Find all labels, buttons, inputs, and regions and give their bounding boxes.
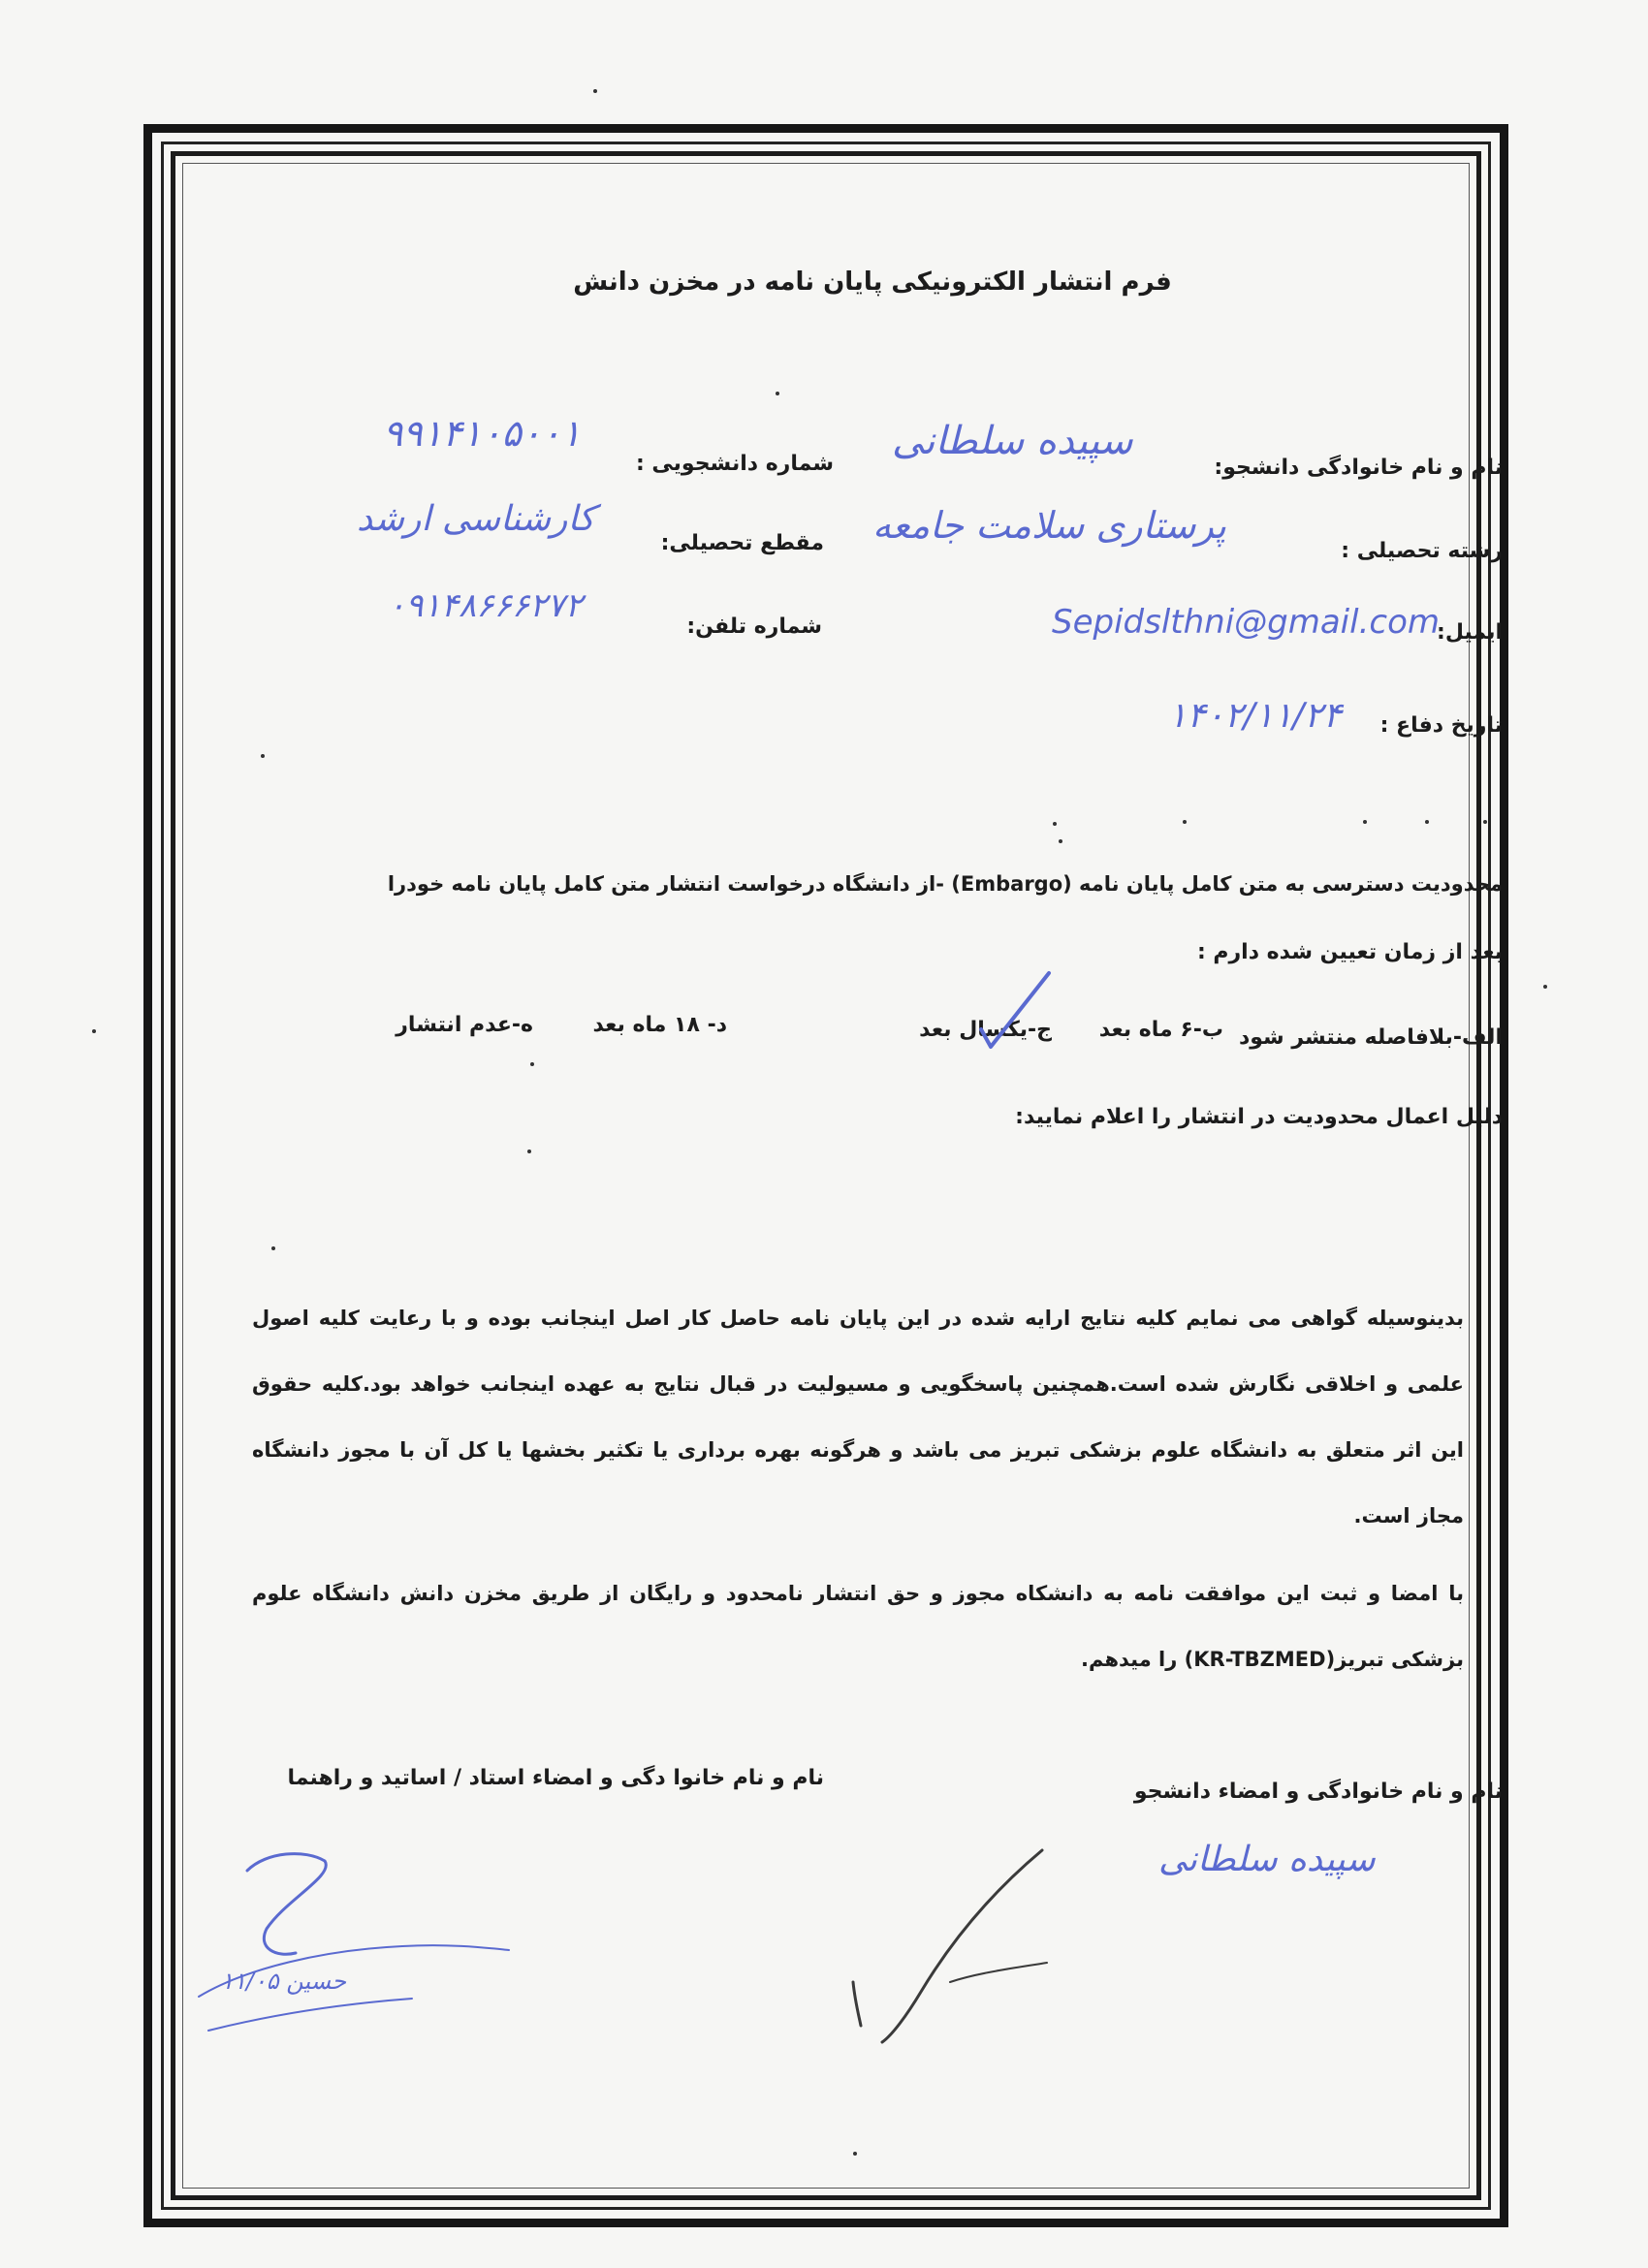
scan-dot	[853, 2152, 857, 2156]
embargo-option-a: الف-بلافاصله منتشر شود	[1238, 1025, 1503, 1050]
scan-dot	[1183, 820, 1187, 824]
student-signature-label: نام و نام خانوادگی و امضاء دانشجو	[1133, 1780, 1503, 1804]
scan-dot	[261, 754, 265, 758]
scan-dot	[530, 1062, 534, 1066]
embargo-option-e: ه-عدم انتشار	[396, 1013, 533, 1037]
checkmark-icon	[977, 969, 1055, 1056]
advisor-signed-name: حسین ۱۱/۰۵	[221, 1968, 347, 1995]
embargo-option-c: ج-یکسال بعد	[919, 1018, 1052, 1042]
scan-dot	[527, 1150, 531, 1153]
scan-dot	[1483, 820, 1487, 824]
phone-label: شماره تلفن:	[686, 614, 822, 639]
degree-value: کارشناسی ارشد	[357, 499, 595, 539]
declaration-text: بدینوسیله گواهی می نمایم کلیه نتایج ارایه شده در این پایان نامه حاصل کار اصل اینجانب بوده و با رعایت کلیه اصول علمی و اخلاقی نگارش شده است.همچنین پاسخگویی و مسیولیت در قبال نتایج به عهده اینجانب خواهد بود.کلیه حقوق این اثر متعلق به دانشگاه علوم بزشکی تبریز می باشد و هرگونه بهره برداری یا تکثیر بخشها یا کل آن با مجوز دانشگاه مجاز است.	[252, 1307, 1464, 1528]
scan-dot	[1425, 820, 1429, 824]
declaration-paragraph	[252, 1285, 1464, 1549]
scan-dot	[92, 1029, 96, 1033]
student-name-value: سپیده سلطانی	[892, 419, 1133, 463]
scan-dot	[1543, 985, 1547, 989]
email-label: ایمیل:	[1437, 620, 1503, 645]
scan-dot	[1363, 820, 1367, 824]
degree-label: مقطع تحصیلی:	[660, 531, 824, 555]
embargo-line-1: محدودیت دسترسی به متن کامل پایان نامه (Embargo) -از دانشگاه درخواست انتشار متن کامل پایان نامه خودرا	[387, 872, 1503, 896]
form-title: فرم انتشار الکترونیکی پایان نامه در مخزن دانش	[573, 268, 1172, 297]
student-signed-name: سپیده سلطانی	[1158, 1840, 1376, 1879]
embargo-option-b: ب-۶ ماه بعد	[1098, 1018, 1223, 1042]
consent-text: با امضا و ثبت این موافقت نامه به دانشکاه مجوز و حق انتشار نامحدود و رایگان از طریق مخزن دانش دانشگاه علوم بزشکی تبریز(KR-TBZMED) را میدهم.	[252, 1582, 1464, 1671]
consent-paragraph	[252, 1560, 1464, 1692]
defense-date-value: ۱۴۰۲/۱۱/۲۴	[1168, 696, 1342, 736]
scan-dot	[271, 1246, 275, 1250]
scan-dot	[776, 392, 779, 395]
embargo-line-2: بعد از زمان تعیین شده دارم :	[1196, 940, 1503, 964]
advisor-signature-label: نام و نام خانوا دگی و امضاء استاد / اساتید و راهنما	[287, 1766, 824, 1790]
scan-dot	[593, 89, 597, 93]
major-value: پرستاری سلامت جامعه	[872, 504, 1226, 547]
scan-dot	[1053, 822, 1057, 826]
defense-date-label: تاریخ دفاع :	[1379, 713, 1503, 738]
student-name-label: نام و نام خانوادگی دانشجو:	[1214, 456, 1503, 480]
embargo-option-d: د- ۱۸ ماه بعد	[592, 1013, 727, 1037]
advisor-signature	[189, 1842, 519, 2045]
email-value: Sepidslthni@gmail.com	[1052, 603, 1440, 642]
student-id-label: شماره دانشجویی :	[635, 452, 834, 476]
student-signature	[814, 1837, 1105, 2050]
student-id-value: ۹۹۱۴۱۰۵۰۰۱	[383, 412, 582, 455]
scan-dot	[1059, 839, 1062, 843]
embargo-reason-label: دلیل اعمال محدودیت در انتشار را اعلام نمایید:	[1015, 1105, 1503, 1129]
major-label: رشته تحصیلی :	[1341, 539, 1503, 563]
phone-value: ۰۹۱۴۸۶۶۶۲۷۲	[388, 586, 583, 625]
